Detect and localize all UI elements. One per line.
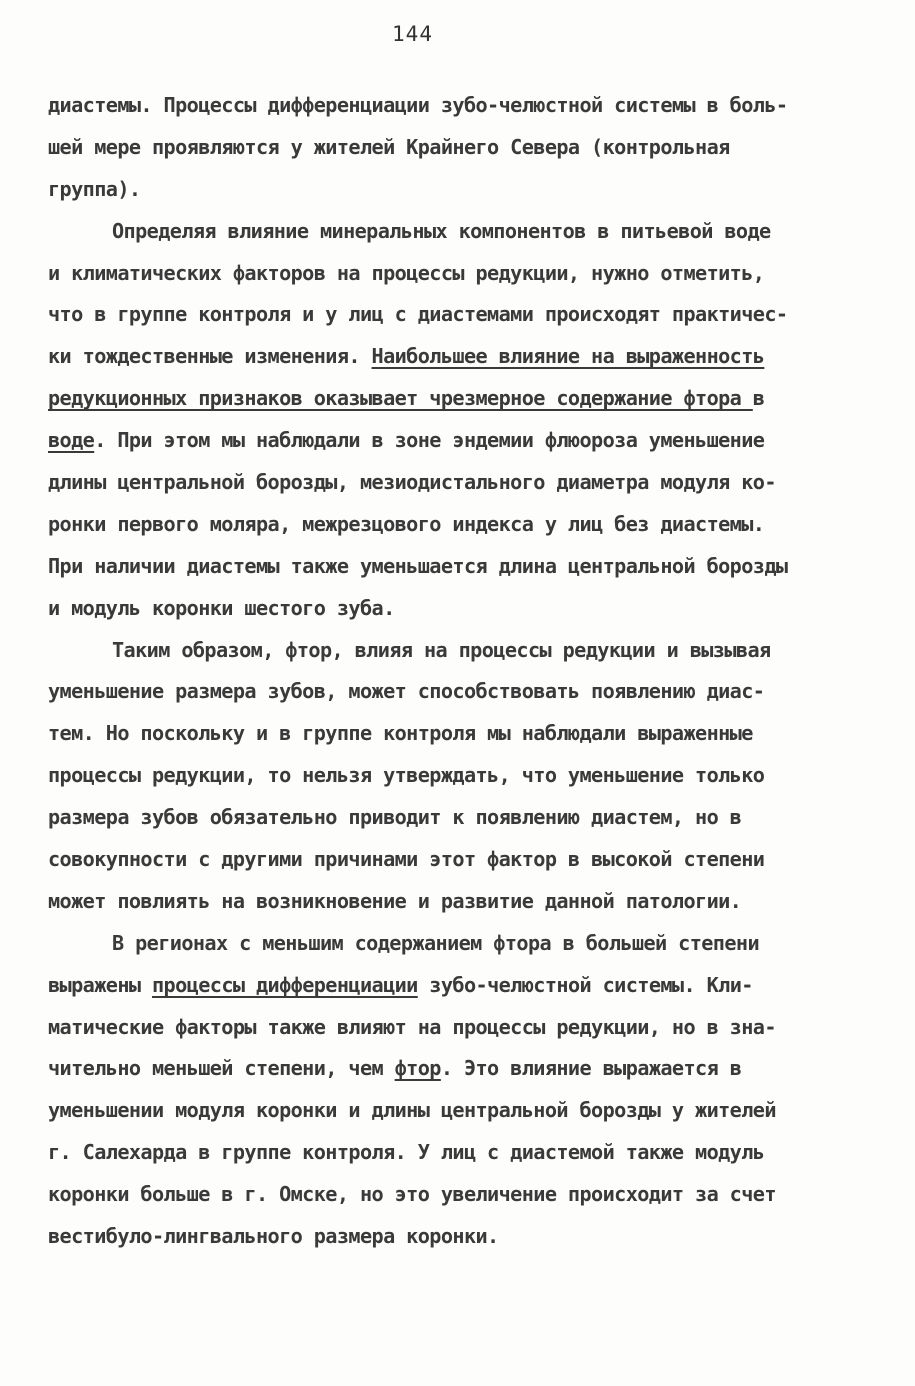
text-line xyxy=(48,127,878,169)
line-text: диастемы. Процессы дифференциации зубо-челюстной системы в боль- xyxy=(48,93,788,117)
text-line xyxy=(48,755,878,797)
text-line xyxy=(48,1216,878,1258)
line-text: ки тождественные изменения. xyxy=(48,344,372,369)
text-line xyxy=(48,294,878,336)
line-text: уменьшении модуля коронки и длины центральной борозды у жителей xyxy=(48,1098,776,1123)
text-line xyxy=(48,881,878,923)
line-text: группа). xyxy=(48,176,141,201)
line-text: Определяя влияние минеральных компонентов в питьевой воде xyxy=(112,218,771,243)
text-line xyxy=(48,546,878,588)
line-text: что в группе контроля и у лиц с диастемами происходят практичес- xyxy=(48,302,788,327)
line-text: В регионах с меньшим содержанием фтора в большей степени xyxy=(112,930,760,955)
text-line xyxy=(48,1174,878,1216)
line-text: тем. Но поскольку и в группе контроля мы наблюдали выраженные xyxy=(48,721,753,746)
text-line xyxy=(48,378,878,420)
text-line xyxy=(48,630,878,672)
line-text: размера зубов обязательно приводит к появлению диастем, но в xyxy=(48,805,742,830)
underlined-text: Наибольшее влияние на выраженность xyxy=(371,344,765,369)
line-text: коронки больше в г. Омске, но это увеличение происходит за счет xyxy=(48,1182,776,1207)
underlined-text: редукционных признаков оказывает чрезмерное содержание фтора xyxy=(48,386,753,411)
text-line xyxy=(48,588,878,630)
line-text: совокупности с другими причинами этот фактор в высокой степени xyxy=(48,847,765,872)
line-text: г. Салехарда в группе контроля. У лиц с диастемой также модуль xyxy=(48,1140,765,1165)
text-line xyxy=(48,923,878,965)
page-number: 144 xyxy=(392,22,433,46)
text-line xyxy=(48,1007,878,1049)
underlined-text: фтор xyxy=(394,1056,441,1081)
text-line xyxy=(48,420,878,462)
text-line xyxy=(48,504,878,546)
line-text: и климатических факторов на процессы редукции, нужно отметить, xyxy=(48,260,765,285)
text-line xyxy=(48,965,878,1007)
line-text: может повлиять на возникновение и развитие данной патологии. xyxy=(48,888,742,913)
line-text: При наличии диастемы также уменьшается длина центральной борозды xyxy=(48,553,788,578)
line-text: Таким образом, фтор, влияя на процессы редукции и вызывая xyxy=(112,637,771,662)
line-text: шей мере проявляются у жителей Крайнего Севера (контрольная xyxy=(48,134,730,159)
line-text: матические факторы также влияют на процессы редукции, но в зна- xyxy=(48,1014,776,1039)
line-text: . При этом мы наблюдали в зоне эндемии флюороза уменьшение xyxy=(94,428,765,453)
text-line xyxy=(48,1048,878,1090)
line-text: процессы редукции, то нельзя утверждать, что уменьшение только xyxy=(48,763,765,788)
text-line xyxy=(48,462,878,504)
text-line xyxy=(48,797,878,839)
line-text: выражены xyxy=(48,972,152,997)
line-text: зубо-челюстной системы. Кли- xyxy=(417,972,753,997)
line-text: вестибуло-лингвального размера коронки. xyxy=(48,1224,499,1249)
line-text: . Это влияние выражается в xyxy=(440,1056,742,1081)
line-text: ронки первого моляра, межрезцового индекса у лиц без диастемы. xyxy=(48,511,765,536)
line-text: чительно меньшей степени, чем xyxy=(48,1056,395,1081)
underlined-text: воде xyxy=(48,428,95,453)
text-line xyxy=(48,211,878,253)
text-line xyxy=(48,253,878,295)
line-text: длины центральной борозды, мезиодистального диаметра модуля ко- xyxy=(48,470,776,495)
line-text: в xyxy=(752,386,765,411)
text-line xyxy=(48,713,878,755)
text-line xyxy=(48,169,878,211)
text-line xyxy=(48,839,878,881)
underlined-text: процессы дифференциации xyxy=(152,972,418,997)
line-text: уменьшение размера зубов, может способствовать появлению диас- xyxy=(48,679,765,704)
text-line xyxy=(48,85,878,127)
text-line xyxy=(48,336,878,378)
line-text: и модуль коронки шестого зуба. xyxy=(48,595,395,620)
text-line xyxy=(48,1090,878,1132)
text-line xyxy=(48,1132,878,1174)
text-line xyxy=(48,671,878,713)
body-text xyxy=(48,85,878,1258)
